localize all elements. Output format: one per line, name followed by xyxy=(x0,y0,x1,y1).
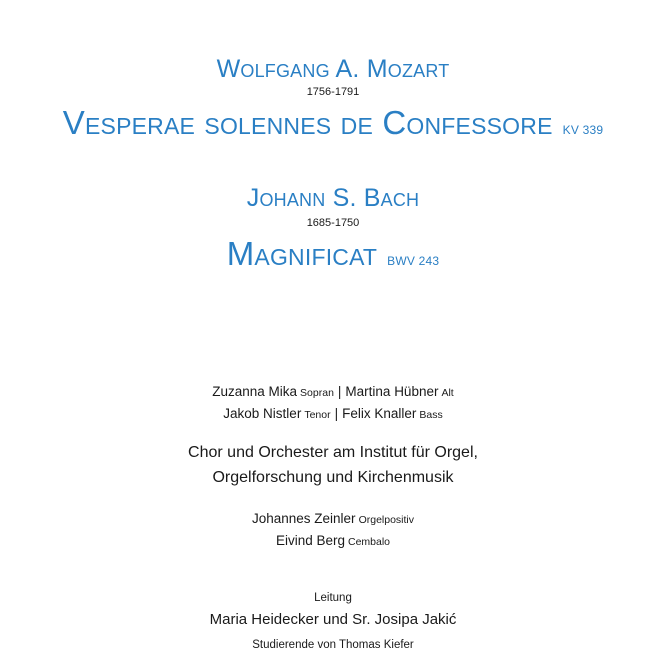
soloist-name: Martina Hübner xyxy=(345,384,439,399)
instrumentalist-name: Eivind Berg xyxy=(275,533,345,548)
separator: | xyxy=(334,406,339,421)
soloist-role: Sopran xyxy=(300,387,334,399)
catalog-number: KV 339 xyxy=(562,123,604,137)
instrumentalist-role: Orgelpositiv xyxy=(358,514,415,526)
direction-label: Leitung xyxy=(314,592,352,604)
soloist-role: Alt xyxy=(441,387,454,399)
soloist-role: Tenor xyxy=(304,409,331,421)
soloists-row-1 xyxy=(0,384,666,399)
direction-note: Studierende von Thomas Kiefer xyxy=(252,639,414,651)
soloist-name: Jakob Nistler xyxy=(223,406,302,421)
soloist-name: Zuzanna Mika xyxy=(212,384,298,399)
soloist-name: Felix Knaller xyxy=(342,406,417,421)
composer-name: Johann S. Bach xyxy=(246,184,420,212)
direction-names: Maria Heidecker und Sr. Josipa Jakić xyxy=(209,611,457,628)
work-title xyxy=(0,104,666,142)
work-title xyxy=(0,235,666,273)
instrumentalist xyxy=(0,511,666,526)
ensemble-line: Orgelforschung und Kirchenmusik xyxy=(212,469,454,486)
soloists-row-2 xyxy=(0,406,666,421)
separator: | xyxy=(337,384,342,399)
instrumentalist-name: Johannes Zeinler xyxy=(251,511,356,526)
work-title-text: Vesperae solennes de Confessore xyxy=(62,104,553,141)
ensemble-line: Chor und Orchester am Institut für Orgel, xyxy=(188,444,478,461)
composer-name: Wolfgang A. Mozart xyxy=(216,55,450,83)
composer-years: 1756-1791 xyxy=(306,86,360,98)
soloist-role: Bass xyxy=(419,409,443,421)
instrumentalist xyxy=(0,533,666,548)
work-title-text: Magnificat xyxy=(226,235,378,272)
catalog-number: BWV 243 xyxy=(387,254,440,268)
composer-years: 1685-1750 xyxy=(306,217,360,229)
instrumentalist-role: Cembalo xyxy=(348,536,391,548)
